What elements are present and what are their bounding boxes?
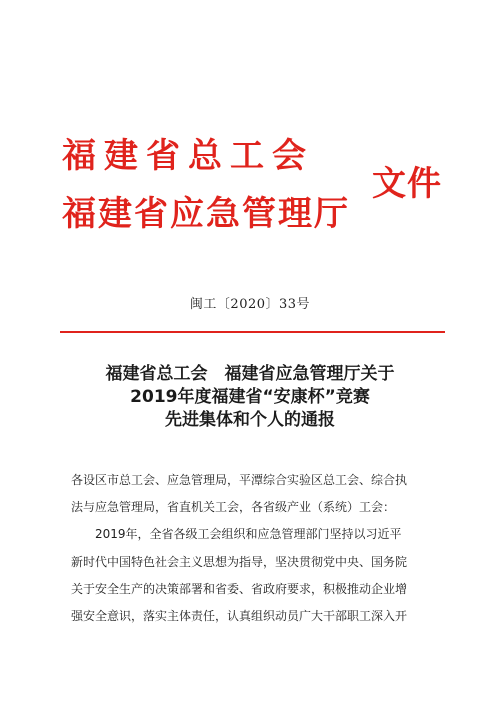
issuing-org-2: 福建省应急管理厅 bbox=[62, 194, 350, 234]
body-line: 法与应急管理局，省直机关工会，各省级产业（系统）工会： bbox=[71, 500, 396, 515]
red-letterhead bbox=[62, 136, 462, 248]
body-line: 强安全意识，落实主体责任，认真组织动员广大干部职工深入开 bbox=[71, 608, 408, 623]
body-line: 各设区市总工会、应急管理局，平潭综合实验区总工会、综合执 bbox=[71, 473, 408, 487]
title-line-1: 福建省总工会 福建省应急管理厅关于 bbox=[105, 364, 395, 384]
title-line-2: 2019年度福建省“安康杯”竞赛 bbox=[130, 387, 370, 407]
document-label: 文件 bbox=[372, 164, 442, 204]
notice-body bbox=[71, 467, 431, 630]
document-number: 闽工〔2020〕33号 bbox=[189, 297, 311, 312]
notice-title bbox=[40, 363, 460, 432]
body-line: 关于安全生产的决策部署和省委、省政府要求，积极推动企业增 bbox=[71, 581, 408, 596]
body-line: 新时代中国特色社会主义思想为指导，坚决贯彻党中央、国务院 bbox=[71, 554, 408, 569]
title-line-3: 先进集体和个人的通报 bbox=[165, 410, 335, 430]
red-divider-line bbox=[60, 331, 445, 333]
issuing-org-1: 福建省总工会 bbox=[62, 136, 314, 176]
body-line: 2019年，全省各级工会组织和应急管理部门坚持以习近平 bbox=[95, 527, 402, 542]
